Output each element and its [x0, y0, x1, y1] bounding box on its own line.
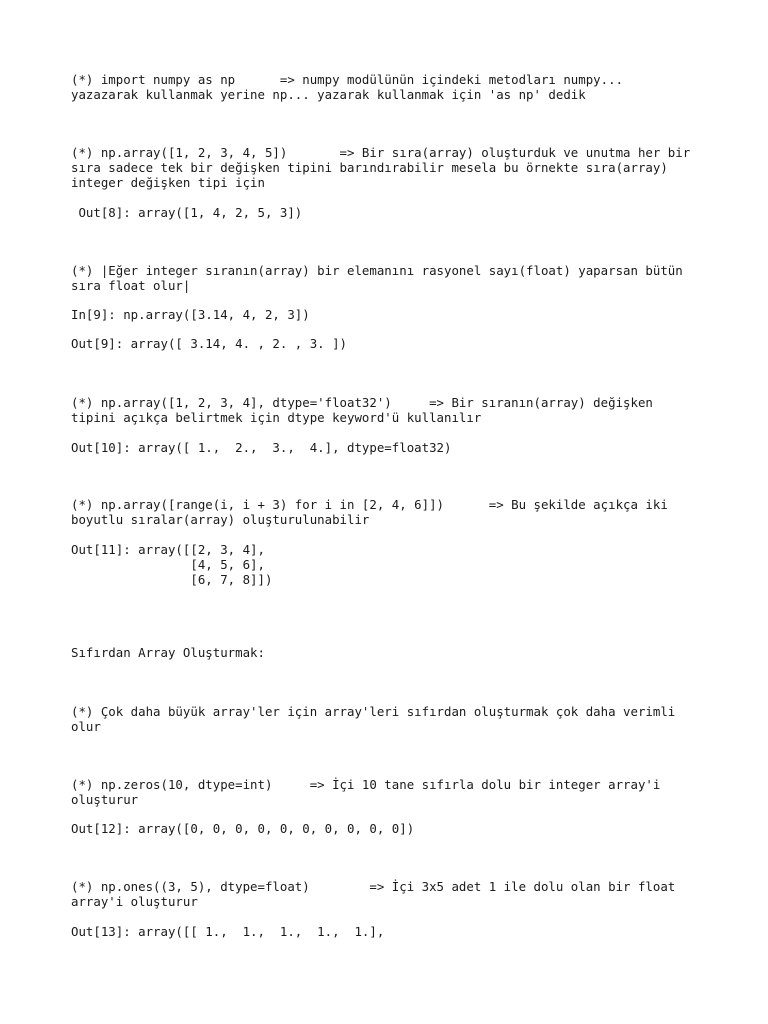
code-output-line: Out[11]: array([[2, 3, 4], [71, 542, 265, 557]
text-line: oluşturur [71, 792, 139, 807]
text-line: (*) np.ones((3, 5), dtype=float) => İçi 3x5 adet 1 ile dolu olan bir float [71, 879, 676, 894]
code-output-line: [6, 7, 8]]) [71, 572, 273, 587]
text-line: (*) np.array([1, 2, 3, 4], dtype='float32') => Bir sıranın(array) değişken [71, 395, 653, 410]
text-line: (*) import numpy as np => numpy modülünün içindeki metodları numpy... [71, 72, 624, 87]
text-line: olur [71, 719, 101, 734]
code-output-line: Out[8]: array([1, 4, 2, 5, 3]) [71, 205, 303, 220]
text-line: (*) np.array([1, 2, 3, 4, 5]) => Bir sıra(array) oluşturduk ve unutma her bir [71, 145, 691, 160]
code-output-line: Out[10]: array([ 1., 2., 3., 4.], dtype=float32) [71, 440, 452, 455]
text-line: sıra float olur| [71, 278, 191, 293]
text-line: yazazarak kullanmak yerine np... yazarak kullanmak için 'as np' dedik [71, 87, 586, 102]
text-line: integer değişken tipi için [71, 175, 265, 190]
text-line: boyutlu sıralar(array) oluşturulunabilir [71, 512, 370, 527]
code-output-line: Out[12]: array([0, 0, 0, 0, 0, 0, 0, 0, 0, 0]) [71, 821, 415, 836]
code-output-line: Out[13]: array([[ 1., 1., 1., 1., 1.], [71, 924, 385, 939]
text-line: sıra sadece tek bir değişken tipini barındırabilir mesela bu örnekte sıra(array) [71, 160, 668, 175]
text-line: (*) np.array([range(i, i + 3) for i in [2, 4, 6]]) => Bu şekilde açıkça iki [71, 497, 668, 512]
code-output-line: Out[9]: array([ 3.14, 4. , 2. , 3. ]) [71, 336, 348, 351]
text-line: array'i oluşturur [71, 894, 198, 909]
text-line: (*) |Eğer integer sıranın(array) bir elemanını rasyonel sayı(float) yaparsan bütün [71, 263, 683, 278]
code-input-line: In[9]: np.array([3.14, 4, 2, 3]) [71, 307, 310, 322]
section-heading: Sıfırdan Array Oluşturmak: [71, 645, 265, 660]
text-line: (*) np.zeros(10, dtype=int) => İçi 10 tane sıfırla dolu bir integer array'i [71, 777, 661, 792]
text-line: (*) Çok daha büyük array'ler için array'leri sıfırdan oluşturmak çok daha verimli [71, 704, 676, 719]
code-output-line: [4, 5, 6], [71, 557, 265, 572]
text-line: tipini açıkça belirtmek için dtype keyword'ü kullanılır [71, 410, 482, 425]
